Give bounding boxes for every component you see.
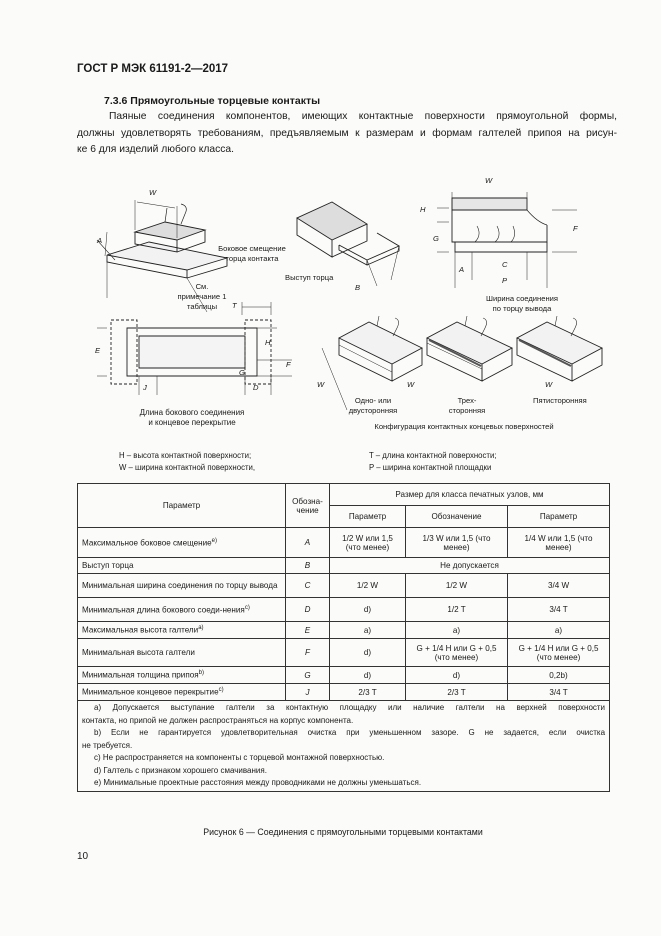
- note-c: c) Не распространяется на компоненты с торцевой монтажной поверхностью.: [94, 753, 385, 762]
- figure-drawing: [77, 180, 617, 480]
- table-body: [78, 528, 610, 701]
- row-value-class-2: G + 1/4 H или G + 0,5 (что менее): [406, 639, 508, 667]
- row-value-class-1: 1/2 W: [330, 574, 406, 598]
- row-param: [78, 574, 286, 598]
- row-param-text: Минимальная толщина припоя: [82, 670, 199, 680]
- label-e: E: [95, 346, 101, 355]
- top-view-drawing: [97, 302, 292, 395]
- label-f-2: F: [286, 360, 291, 369]
- label-g-2: G: [239, 368, 245, 377]
- label-five: Пятисторонняя: [533, 396, 587, 405]
- label-see-note-3: таблицы: [186, 302, 218, 311]
- label-side-length-2: и концевое перекрытие: [148, 418, 236, 427]
- intro-paragraph: [77, 109, 617, 159]
- legend-right: [369, 450, 496, 474]
- label-h-1: H: [420, 205, 426, 214]
- table-row: [78, 639, 610, 667]
- row-value-class-3: 3/4 T: [508, 684, 610, 701]
- row-param-text: Максимальное боковое смещение: [82, 538, 212, 548]
- label-d: D: [253, 383, 259, 392]
- row-param: [78, 528, 286, 558]
- row-value-class-2: d): [406, 667, 508, 684]
- label-side-offset-1: Боковое смещение: [218, 244, 286, 253]
- note-e: e) Минимальные проектные расстояния между проводниками не должны уменьшаться.: [94, 778, 422, 787]
- label-protrusion: Выступ торца: [285, 273, 334, 282]
- label-one-two-2: двусторонняя: [348, 406, 398, 415]
- row-value-class-1: d): [330, 639, 406, 667]
- row-param-footnote: b): [198, 670, 204, 677]
- table-row: [78, 528, 610, 558]
- table-row: [78, 667, 610, 684]
- side-view-drawing: [437, 192, 577, 288]
- label-t: T: [232, 301, 237, 310]
- table-row: [78, 598, 610, 622]
- table-row: [78, 622, 610, 639]
- row-value-class-1: d): [330, 598, 406, 622]
- label-h-2: H: [265, 338, 271, 347]
- label-w-3: W: [317, 380, 325, 389]
- label-three-1: Трех-: [457, 396, 477, 405]
- row-value-class-3: 0,2b): [508, 667, 610, 684]
- row-value-class-2: 2/3 T: [406, 684, 508, 701]
- row-code: C: [286, 574, 330, 598]
- row-param: [78, 639, 286, 667]
- row-param-text: Минимальная ширина соединения по торцу вывода: [82, 581, 278, 590]
- label-width-2: по торцу вывода: [492, 304, 552, 313]
- label-config: Конфигурация контактных концевых поверхностей: [374, 422, 554, 431]
- legend-p: P – ширина контактной площадки: [369, 463, 492, 472]
- label-width-1: Ширина соединения: [486, 294, 558, 303]
- label-j: J: [143, 383, 147, 392]
- label-a-2: A: [459, 265, 465, 274]
- intro-line-1: Паяные соединения компонентов, имеющих контактные поверхности прямоугольной формы,: [109, 111, 617, 122]
- row-code: D: [286, 598, 330, 622]
- label-width: [472, 294, 572, 314]
- label-side-length: [117, 408, 267, 428]
- label-one-two: [341, 396, 405, 416]
- row-code: E: [286, 622, 330, 639]
- table-row: [78, 684, 610, 701]
- row-param: [78, 667, 286, 684]
- row-param-footnote: c): [244, 604, 250, 611]
- row-param-footnote: e): [211, 537, 218, 544]
- label-side-offset-2: торца контакта: [225, 254, 279, 263]
- row-value-merged: Не допускается: [330, 558, 610, 574]
- row-value-class-1: 2/3 T: [330, 684, 406, 701]
- page-number: 10: [77, 851, 89, 862]
- row-value-class-1: d): [330, 667, 406, 684]
- note-a-2: контакта, но припой не должен распространяться на корпус компонента.: [82, 715, 354, 725]
- th-class-1: Параметр: [330, 506, 406, 528]
- note-d: d) Галтель с признаком хорошего смачивания.: [94, 765, 267, 775]
- intro-line-3: ке 6 для изделий любого класса.: [77, 144, 234, 155]
- label-three-2: сторонняя: [448, 406, 486, 415]
- th-code: Обозна-чение: [286, 484, 330, 528]
- table-row: [78, 574, 610, 598]
- label-one-two-1: Одно- или: [354, 396, 392, 405]
- row-value-class-1: 1/2 W или 1,5 (что менее): [330, 528, 406, 558]
- legend-left: [119, 450, 255, 474]
- row-param-text: Минимальная длина бокового соеди-нения: [82, 605, 245, 615]
- label-see-note: [167, 282, 237, 312]
- th-size: Размер для класса печатных узлов, мм: [330, 484, 610, 506]
- row-value-class-2: a): [406, 622, 508, 639]
- label-a-1: A: [97, 236, 103, 245]
- row-value-class-2: 1/2 T: [406, 598, 508, 622]
- row-code: F: [286, 639, 330, 667]
- row-value-class-3: 1/4 W или 1,5 (что менее): [508, 528, 610, 558]
- note-b-2: не требуется.: [82, 740, 133, 750]
- th-param: Параметр: [78, 484, 286, 528]
- row-value-class-2: 1/3 W или 1,5 (что менее): [406, 528, 508, 558]
- th-class-3: Параметр: [508, 506, 610, 528]
- note-b-1: b) Если не гарантируется удовлетворительная очистка при уменьшенном зазоре. G не задается, если очистка: [94, 728, 606, 737]
- label-w-1: W: [149, 188, 157, 197]
- row-code: A: [286, 528, 330, 558]
- row-value-class-2: 1/2 W: [406, 574, 508, 598]
- row-param-text: Выступ торца: [82, 561, 134, 570]
- row-value-class-3: 3/4 T: [508, 598, 610, 622]
- row-code: J: [286, 684, 330, 701]
- row-code: G: [286, 667, 330, 684]
- row-value-class-1: a): [330, 622, 406, 639]
- row-param-footnote: c): [218, 687, 224, 694]
- figure-caption: Рисунок 6 — Соединения с прямоугольными торцевыми контактами: [203, 827, 483, 837]
- row-param: [78, 684, 286, 701]
- row-value-class-3: 3/4 W: [508, 574, 610, 598]
- note-a-1: a) Допускается выступание галтели за контактную площадку или наличие галтели на верхней поверхности: [94, 703, 606, 712]
- row-param-footnote: a): [198, 625, 204, 632]
- label-f-1: F: [573, 224, 578, 233]
- row-param: [78, 598, 286, 622]
- row-param: [78, 622, 286, 639]
- row-code: B: [286, 558, 330, 574]
- row-param: [78, 558, 286, 574]
- label-w-4: W: [407, 380, 415, 389]
- label-side-offset: [207, 244, 297, 264]
- legend-t: T – длина контактной поверхности;: [369, 451, 497, 460]
- th-class-2: Обозначение: [406, 506, 508, 528]
- label-w-5: W: [545, 380, 553, 389]
- label-c: C: [502, 260, 508, 269]
- table-row: [78, 558, 610, 574]
- label-side-length-1: Длина бокового соединения: [139, 408, 245, 417]
- section-title: 7.3.6 Прямоугольные торцевые контакты: [104, 95, 321, 107]
- label-w-2: W: [485, 176, 493, 185]
- label-see-note-1: См.: [195, 282, 209, 291]
- row-param-text: Максимальная высота галтели: [82, 625, 199, 635]
- legend-h: H – высота контактной поверхности;: [119, 451, 252, 460]
- row-param-text: Минимальная высота галтели: [82, 648, 195, 657]
- label-p: P: [502, 276, 508, 285]
- label-g-1: G: [433, 234, 439, 243]
- label-see-note-2: примечание 1: [177, 292, 227, 301]
- label-b: B: [355, 283, 361, 292]
- intro-line-2: должны удовлетворять требованиям, предъявляемым к размерам и формам галтелей припоя на рисун-: [77, 127, 617, 139]
- document-header: ГОСТ Р МЭК 61191-2—2017: [77, 63, 229, 75]
- table-notes: [78, 701, 610, 792]
- label-three: [439, 396, 495, 416]
- legend-w: W – ширина контактной поверхности,: [119, 463, 256, 472]
- requirements-table: [77, 483, 610, 792]
- row-value-class-3: a): [508, 622, 610, 639]
- row-param-text: Минимальное концевое перекрытие: [82, 687, 219, 697]
- figure-6: [77, 176, 617, 480]
- row-value-class-3: G + 1/4 H или G + 0,5 (что менее): [508, 639, 610, 667]
